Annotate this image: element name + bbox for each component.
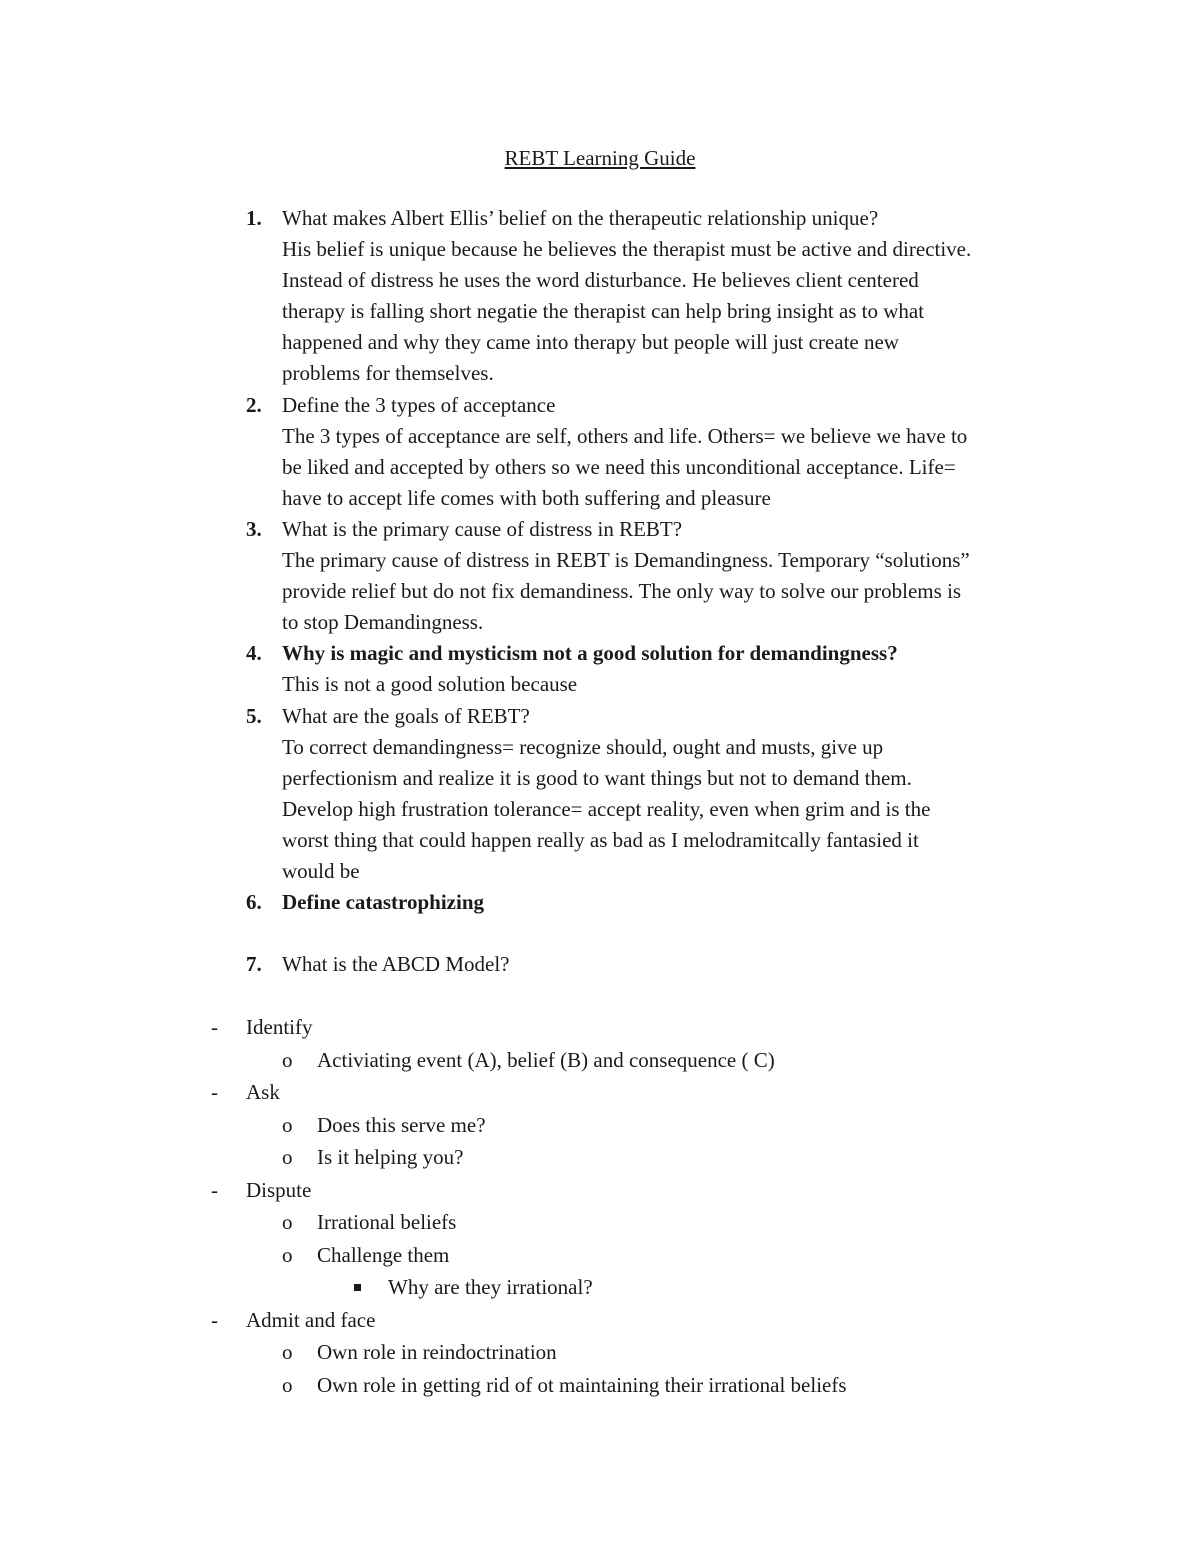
question-text: Define catastrophizing <box>282 890 485 915</box>
circle-bullet: o <box>282 1242 293 1267</box>
abcd-step-label: Admit and face <box>246 1307 376 1332</box>
question-item <box>246 887 1066 918</box>
dash-bullet: - <box>211 1080 218 1104</box>
abcd-subitem-text: Irrational beliefs <box>317 1210 457 1234</box>
abcd-subitem-text: Own role in reindoctrination <box>317 1340 557 1364</box>
answer-line: be liked and accepted by others so we need this unconditional acceptance. Life= <box>282 454 956 479</box>
circle-bullet: o <box>282 1372 293 1397</box>
question-list <box>246 203 1066 980</box>
answer-line: Instead of distress he uses the word disturbance. He believes client centered <box>282 268 919 293</box>
abcd-subitem <box>0 1044 1200 1077</box>
abcd-subitem-text: Activiating event (A), belief (B) and consequence ( C) <box>317 1047 775 1072</box>
abcd-subitem <box>0 1141 1200 1174</box>
answer-line: problems for themselves. <box>282 361 494 386</box>
question-number: 2. <box>246 392 262 417</box>
abcd-step-label: Ask <box>246 1080 280 1104</box>
question-item <box>246 203 1066 390</box>
question-text: What is the ABCD Model? <box>282 952 510 977</box>
question-number: 5. <box>246 703 262 728</box>
answer-line: perfectionism and realize it is good to want things but not to demand them. <box>282 765 912 790</box>
answer-line: The primary cause of distress in REBT is Demandingness. Temporary “solutions” <box>282 548 970 573</box>
abcd-subitem-text: Challenge them <box>317 1242 450 1267</box>
question-text: What makes Albert Ellis’ belief on the therapeutic relationship unique? <box>282 206 879 230</box>
abcd-step <box>0 1076 1200 1109</box>
circle-bullet: o <box>282 1047 293 1072</box>
question-text: What is the primary cause of distress in REBT? <box>282 516 683 541</box>
abcd-subitem <box>0 1336 1200 1369</box>
answer-line: worst thing that could happen really as bad as I melodramitcally fantasied it <box>282 827 919 852</box>
abcd-subitem-text: Is it helping you? <box>317 1145 464 1169</box>
circle-bullet: o <box>282 1112 293 1137</box>
question-number: 4. <box>246 641 262 666</box>
abcd-step <box>0 1011 1200 1044</box>
abcd-step <box>0 1174 1200 1207</box>
abcd-model-list <box>0 1011 1200 1401</box>
question-item <box>246 390 1066 514</box>
question-number: 1. <box>246 206 262 230</box>
question-number: 3. <box>246 516 262 541</box>
abcd-subitem <box>0 1239 1200 1272</box>
abcd-step-label: Dispute <box>246 1177 312 1202</box>
answer-line: would be <box>282 858 360 883</box>
abcd-subitem <box>0 1206 1200 1239</box>
answer-line: to stop Demandingness. <box>282 610 484 635</box>
answer-line: His belief is unique because he believes the therapist must be active and directive. <box>282 237 972 262</box>
question-text: Define the 3 types of acceptance <box>282 392 556 417</box>
answer-line: This is not a good solution because <box>282 672 578 697</box>
circle-bullet: o <box>282 1340 293 1364</box>
question-text: What are the goals of REBT? <box>282 703 530 728</box>
circle-bullet: o <box>282 1145 293 1169</box>
abcd-step <box>0 1304 1200 1337</box>
answer-line: To correct demandingness= recognize should, ought and musts, give up <box>282 734 884 759</box>
dash-bullet: - <box>211 1177 218 1202</box>
answer-line: have to accept life comes with both suffering and pleasure <box>282 485 771 510</box>
square-bullet-icon <box>354 1284 361 1291</box>
question-number: 7. <box>246 952 262 977</box>
abcd-subitem-text: Own role in getting rid of ot maintaining their irrational beliefs <box>317 1372 847 1397</box>
circle-bullet: o <box>282 1210 293 1234</box>
question-item <box>246 949 1066 980</box>
abcd-subsubitem <box>0 1271 1200 1304</box>
abcd-subitem <box>0 1369 1200 1402</box>
question-number: 6. <box>246 890 262 915</box>
abcd-step-label: Identify <box>246 1015 313 1039</box>
document-title: REBT Learning Guide <box>504 146 696 170</box>
question-item <box>246 701 1066 888</box>
answer-line: provide relief but do not fix demandiness. The only way to solve our problems is <box>282 579 962 604</box>
dash-bullet: - <box>211 1015 218 1039</box>
answer-line: Develop high frustration tolerance= accept reality, even when grim and is the <box>282 796 931 821</box>
question-item <box>246 514 1066 638</box>
answer-line: The 3 types of acceptance are self, others and life. Others= we believe we have to <box>282 423 968 448</box>
abcd-subitem-text: Does this serve me? <box>317 1112 486 1137</box>
question-text: Why is magic and mysticism not a good solution for demandingness? <box>282 641 898 666</box>
question-item <box>246 638 1066 700</box>
abcd-subsubitem-text: Why are they irrational? <box>388 1275 593 1299</box>
abcd-subitem <box>0 1109 1200 1142</box>
answer-line: therapy is falling short negatie the therapist can help bring insight as to what <box>282 299 925 324</box>
answer-line: happened and why they came into therapy but people will just create new <box>282 330 899 355</box>
dash-bullet: - <box>211 1307 218 1332</box>
